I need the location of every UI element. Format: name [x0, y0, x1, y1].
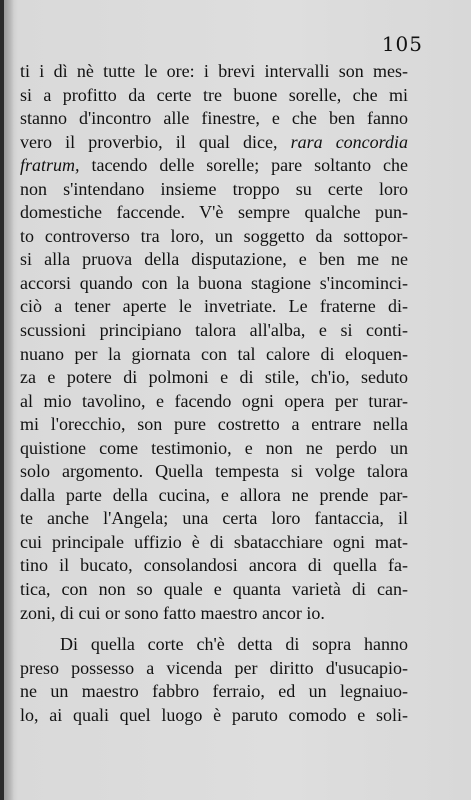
text-line: zoni, di cui or sono fatto maestro ancor io. [20, 602, 325, 623]
text-line: solo argomento. Quella tempesta si volge talora [20, 461, 408, 482]
text-line: dalla parte della cucina, e allora ne prende par- [20, 484, 408, 505]
text-line: cui principale uffizio è di sbatacchiare ogni mat- [20, 531, 408, 552]
latin-quote: fratrum, [20, 155, 80, 176]
text-line: ciò a tener aperte le invetriate. Le fraterne di- [20, 296, 408, 317]
text-line: te anche l'Angela; una certa loro fantaccia, il [20, 508, 408, 529]
text-line: quistione come testimonio, e non ne perdo un [20, 437, 408, 458]
body-text [20, 60, 408, 727]
paragraph-gap [20, 625, 408, 633]
text-line [20, 154, 408, 178]
book-page [4, 0, 471, 800]
text-line [20, 131, 408, 155]
text-line: scussioni principiano talora all'alba, e si conti- [20, 320, 408, 341]
text-line: tino il bucato, consolandosi ancora di quella fa- [20, 555, 408, 576]
text-line: si a profitto da certe tre buone sorelle, che mi [20, 84, 408, 105]
text-line: ne un maestro fabbro ferraio, ed un legnaiuo- [20, 681, 408, 702]
text-line: al mio tavolino, e facendo ogni opera per turar- [20, 390, 408, 411]
latin-quote: rara concordia [290, 131, 409, 152]
text-line: preso possesso a vicenda per diritto d'usucapio- [20, 657, 408, 678]
text-line: lo, ai quali quel luogo è paruto comodo e soli- [20, 704, 408, 725]
text-line: non s'intendano insieme troppo su certe loro [20, 178, 408, 199]
text-line: stanno d'incontro alle finestre, e che ben fanno [20, 108, 408, 129]
text-line: accorsi quando con la buona stagione s'incominci- [20, 272, 408, 293]
text-line: za e potere di polmoni e di stile, ch'io, seduto [20, 367, 408, 388]
text-fragment: tacendo delle sorelle; pare soltanto che [91, 155, 408, 176]
text-line: nuano per la giornata con tal calore di eloquen- [20, 343, 408, 364]
text-line: to controverso tra loro, un soggetto da sottopor- [20, 225, 408, 246]
text-line: domestiche faccende. V'è sempre qualche pun- [20, 202, 408, 223]
text-line: Di quella corte ch'è detta di sopra hanno [60, 634, 408, 655]
text-line: ti i dì nè tutte le ore: i brevi intervalli son mes- [20, 61, 408, 81]
page-number: 105 [381, 32, 423, 56]
text-line: si alla pruova della disputazione, e ben me ne [20, 249, 408, 270]
text-line: tica, con non so quale e quanta varietà di can- [20, 579, 408, 600]
text-line: mi l'orecchio, son pure costretto a entrare nella [20, 414, 408, 435]
spine-shadow [4, 0, 14, 800]
text-fragment: vero il proverbio, il qual dice, [20, 131, 278, 152]
